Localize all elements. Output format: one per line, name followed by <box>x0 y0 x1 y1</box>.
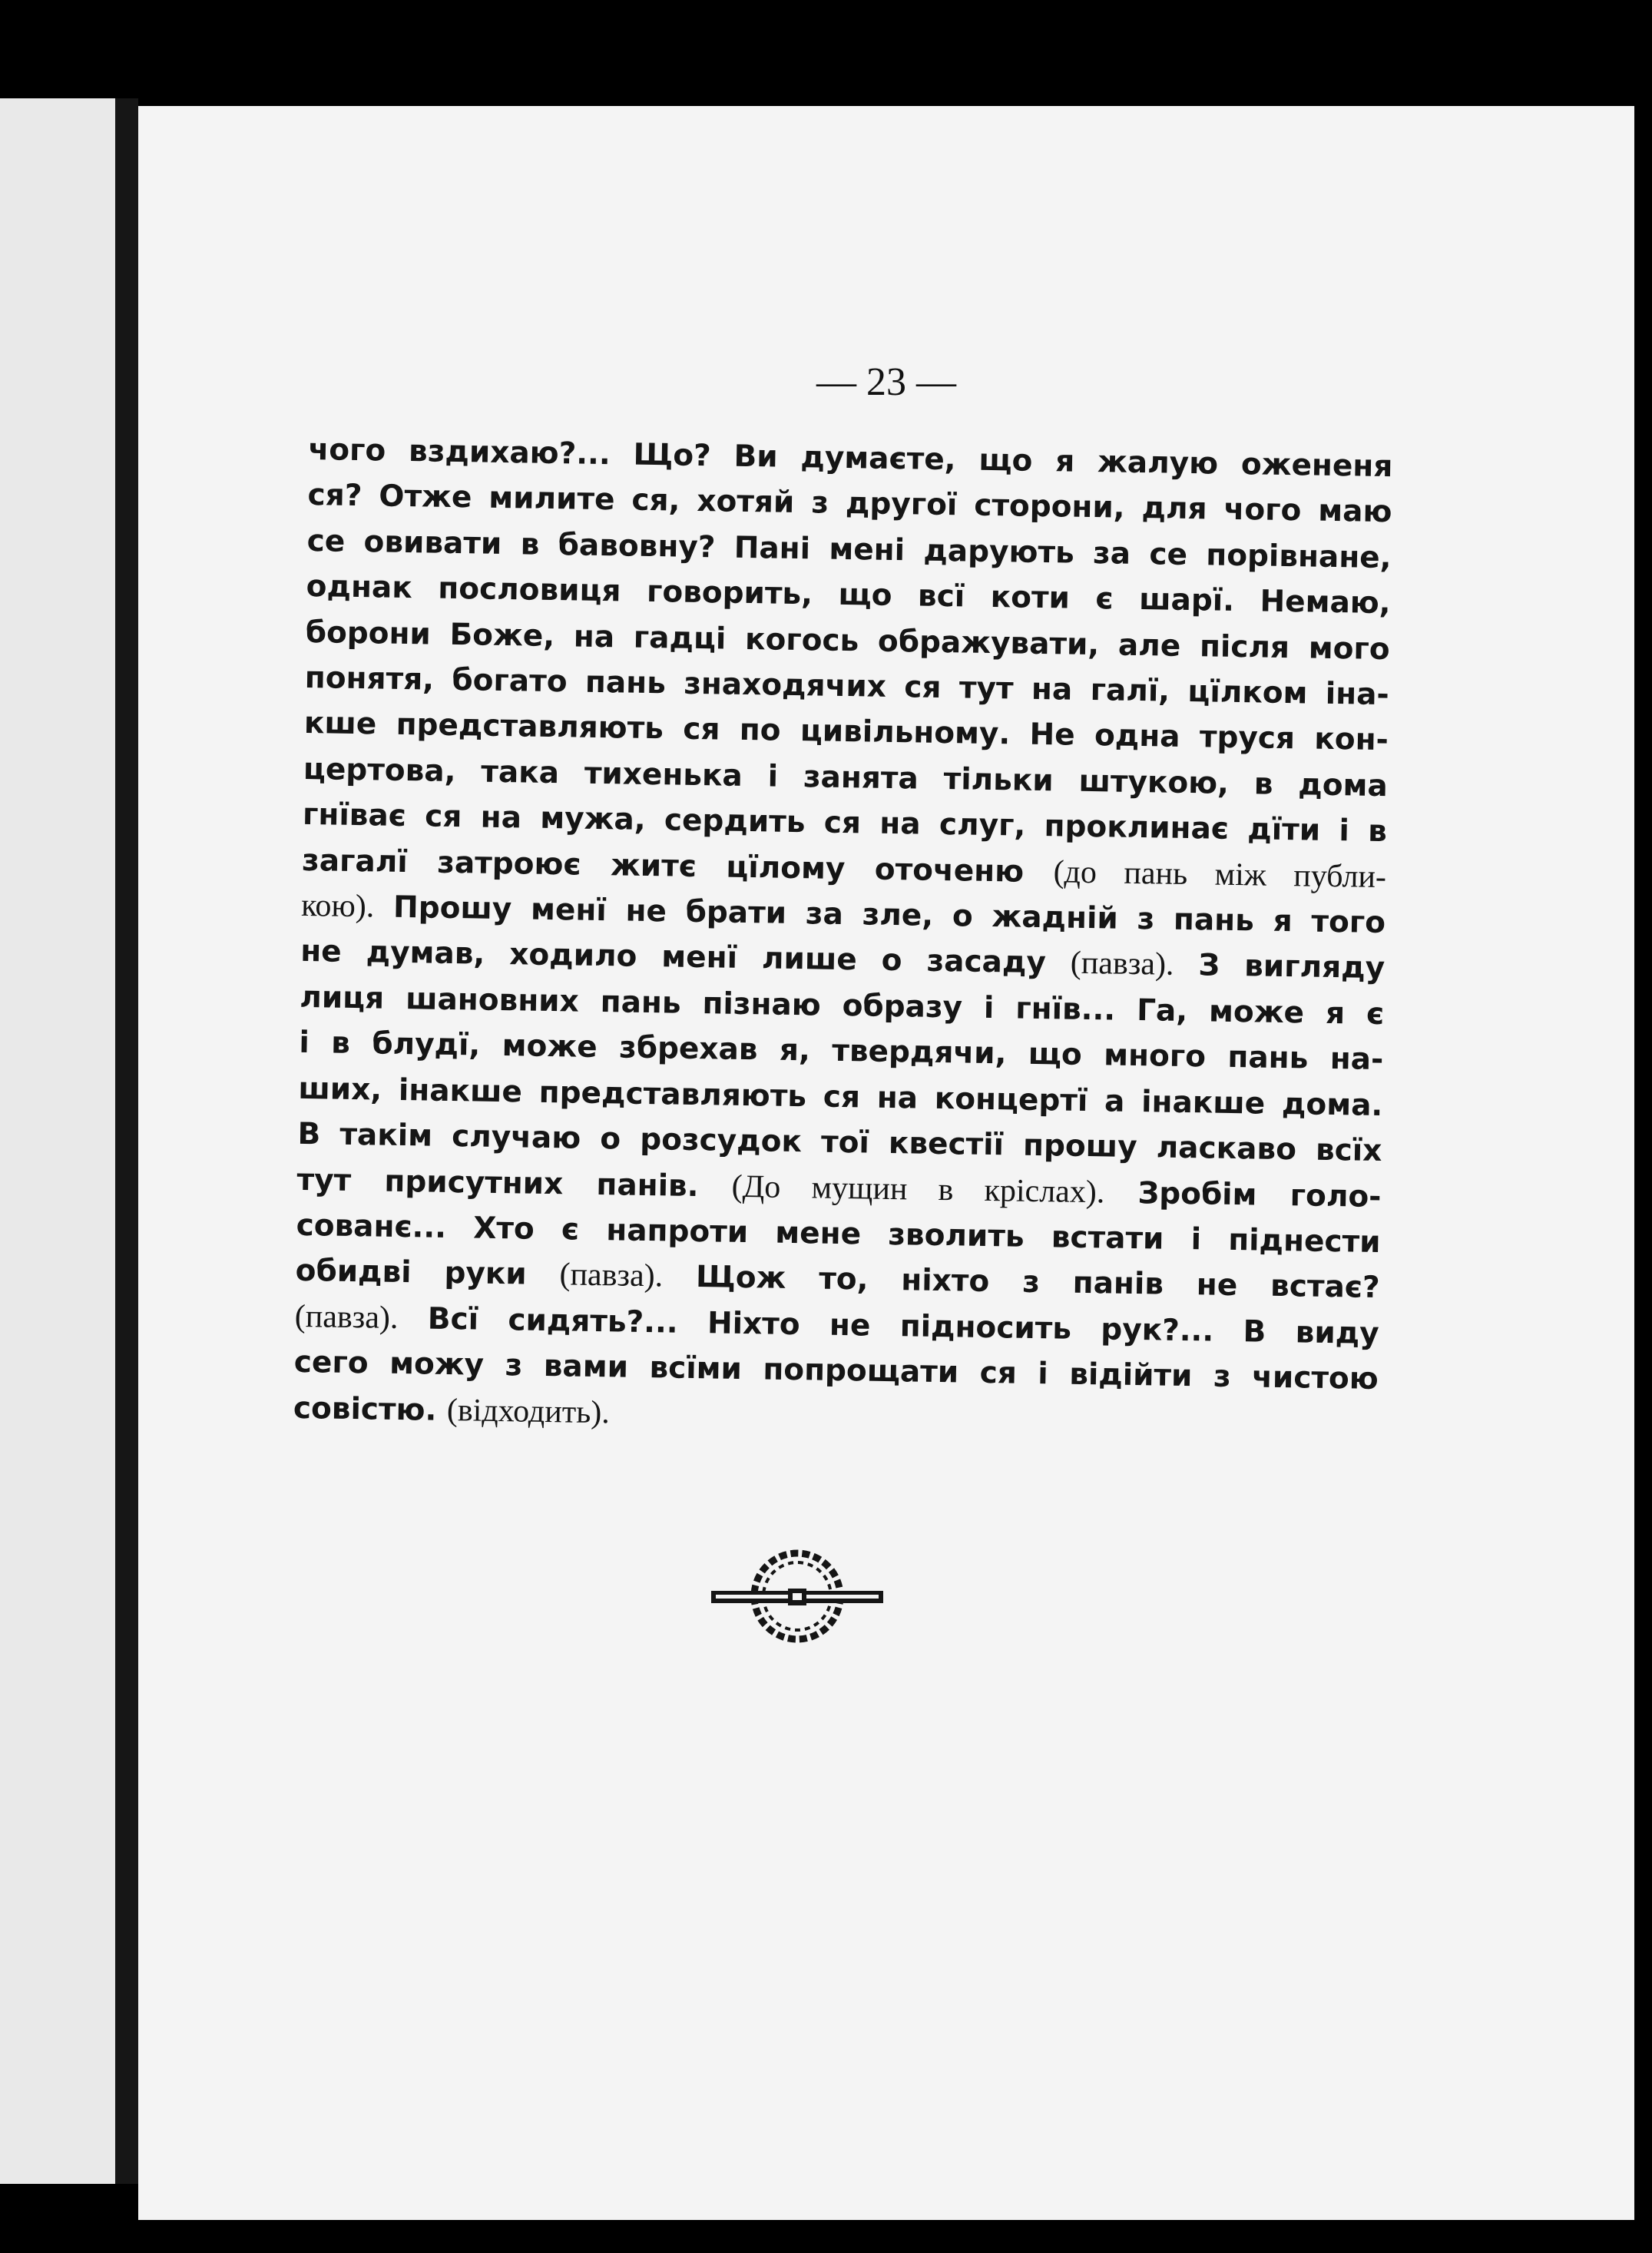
line-text: лиця шановних пань пізнаю образу і гнїв... Га, може я є <box>299 979 1385 1032</box>
line-text: цертова, така тихенька і занята тільки штукою, в дома <box>303 751 1389 803</box>
body-text <box>293 427 1392 1448</box>
line-text: З вигляду <box>1174 948 1385 986</box>
line-text: сованє... Хто є напроти мене зволить встати і піднести <box>296 1208 1381 1260</box>
line-text: гнїває ся на мужа, сердить ся на слуг, проклинає дїти і в <box>302 797 1388 850</box>
line-text: і в блудї, може збрехав я, твердячи, що много пань на- <box>299 1025 1384 1078</box>
line-text: совістю. <box>293 1390 448 1428</box>
line-text: Зробім голо- <box>1104 1175 1382 1214</box>
line-text: загалї затроює житє цїлому оточеню <box>301 843 1054 890</box>
line-text: ших, інакше представляють ся на концертї а інакше дома. <box>298 1071 1383 1123</box>
stage-direction: (павза). <box>294 1298 399 1336</box>
line-text: сего можу з вами всїми попрощати ся і відійти з чистою <box>293 1344 1379 1397</box>
line-text: Всї сидять?... Ніхто не підносить рук?... В виду <box>398 1300 1379 1351</box>
line-text: кше представляють ся по цивільному. Не одна труся кон- <box>303 706 1389 758</box>
page-number: — 23 — <box>816 360 956 404</box>
line-text: се овивати в бавовну? Пані мені дарують за се порівнане, <box>306 523 1392 575</box>
stage-direction: (до пань між публи- <box>1053 853 1387 895</box>
line-text: не думав, ходило менї лише о засаду <box>300 934 1071 982</box>
stage-direction: (павза). <box>1070 946 1174 983</box>
line-text: Щож то, ніхто з панів не встає? <box>662 1259 1380 1306</box>
line-text: ся? Отже милите ся, хотяй з другої сторони, для чого маю <box>307 478 1392 530</box>
stage-direction: кою). <box>300 887 375 925</box>
line-text: чого вздихаю?... Що? Ви думаєте, що я жалую ожененя <box>308 432 1393 485</box>
book-page <box>138 106 1634 2220</box>
line-text: понятя, богато пань знаходячих ся тут на галї, цїлком іна- <box>304 660 1390 713</box>
line-text: обидві руки <box>295 1254 560 1293</box>
line-text: однак пословиця говорить, що всї коти є шарї. Немаю, <box>306 569 1391 621</box>
line-text: В такім случаю о розсудок тої квестії прошу ласкаво всїх <box>297 1116 1382 1169</box>
line-text: Прошу менї не брати за зле, о жадній з пань я того <box>373 890 1386 941</box>
wreath-ornament-icon <box>705 1542 889 1650</box>
line-text: борони Боже, на гадці когось ображувати, але після мого <box>305 615 1390 667</box>
stage-direction: (До мущин в кріслах). <box>731 1168 1105 1210</box>
facing-page-edge <box>0 98 115 2184</box>
stage-direction: (відходить). <box>446 1392 611 1430</box>
stage-direction: (павза). <box>559 1257 664 1294</box>
book-spine <box>115 98 138 2184</box>
line-text: тут присутних панів. <box>296 1162 733 1204</box>
